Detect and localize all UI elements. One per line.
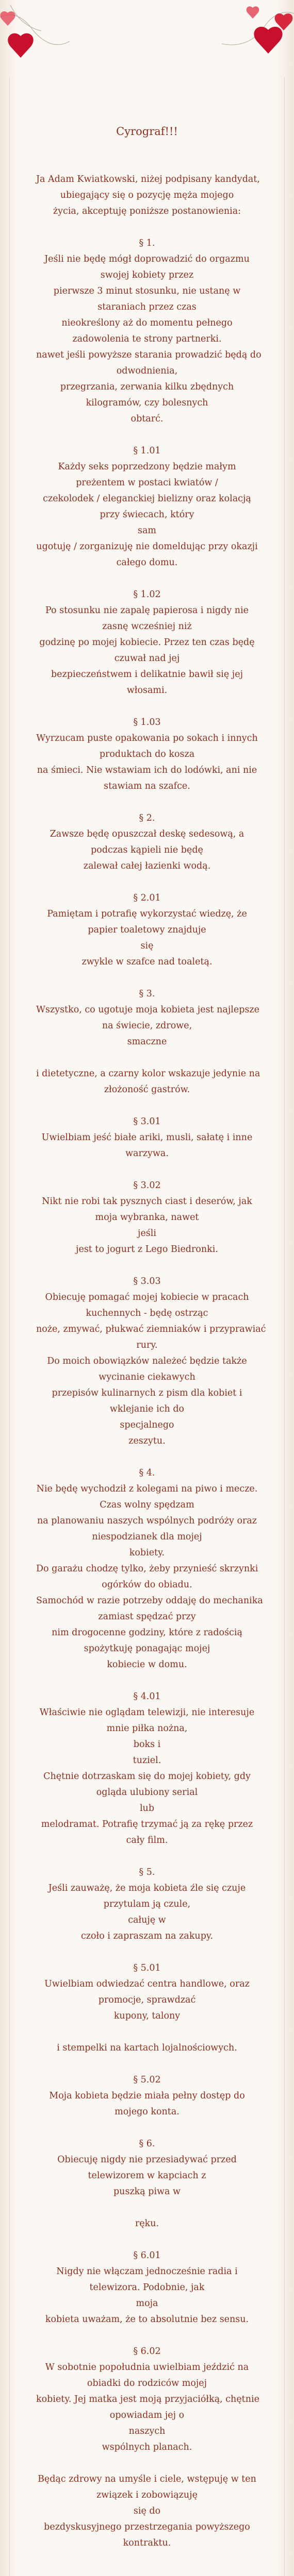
text-line: całego domu.	[116, 557, 178, 568]
paragraph-gap	[36, 794, 258, 810]
text-line: Pamiętam i potrafię wykorzystać wiedzę, że	[47, 909, 247, 919]
text-line: rury.	[136, 1340, 158, 1350]
text-line: związek i zobowiązuję	[96, 2490, 198, 2500]
text-line: Obiecuję nigdy nie przesiadywać przed	[57, 2155, 237, 2165]
paragraph-gap	[36, 1162, 258, 1178]
text-line: moja wybranka, nawet	[95, 1212, 199, 1223]
section-heading: § 1.03	[133, 717, 161, 727]
right-divider	[284, 77, 285, 2576]
text-line: telewizorem w kapciach z	[88, 2171, 206, 2181]
section-heading: § 3.	[139, 989, 155, 999]
text-line: zadowolenia te strony partnerki.	[72, 334, 222, 344]
text-line: obtarć.	[130, 414, 164, 424]
text-line: opowiadam jej o	[109, 2410, 185, 2420]
text-line: Uwielbiam jeść białe ariki, musli, sałatę i inne	[41, 1132, 253, 1143]
text-line: tuziel.	[133, 1755, 161, 1766]
text-line: Nikt nie robi tak pysznych ciast i deserów, jak	[42, 1196, 252, 1207]
text-line: Jeśli zauważę, że moja kobieta źle się czuje	[48, 1883, 246, 1893]
paragraph-gap	[36, 1098, 258, 1114]
paragraph-gap	[36, 427, 258, 443]
text-line: puszką piwa w	[113, 2187, 181, 2197]
text-line: przepisów kulinarnych z pism dla kobiet i	[52, 1388, 242, 1398]
text-line: na świecie, zdrowe,	[102, 1021, 192, 1031]
section-heading: § 6.	[139, 2139, 155, 2149]
text-line: warzywa.	[125, 1148, 169, 1159]
text-line: kobieta uważam, że to absolutnie bez sensu.	[45, 2314, 249, 2325]
text-line: wklejanie ich do	[109, 1404, 185, 1414]
text-line: ubiegający się o pozycję męża mojego	[60, 190, 234, 200]
text-line: kuchennych - będę ostrząc	[86, 1308, 208, 1318]
text-line: kontraktu.	[123, 2538, 171, 2548]
text-line: specjalnego	[120, 1420, 174, 1430]
text-line: zalewał całej łazienki wodą.	[83, 861, 211, 871]
text-line: staraniach przez czas	[97, 302, 197, 312]
section-heading: § 3.03	[133, 1276, 161, 1286]
section-heading: § 1.	[139, 238, 155, 248]
section-heading: § 6.01	[133, 2250, 161, 2261]
paragraph-gap	[36, 1849, 258, 1865]
paragraph-gap	[36, 2455, 258, 2471]
section-heading: § 2.	[139, 813, 155, 823]
text-line: zasnę wcześniej niż	[102, 621, 192, 632]
paragraph-gap	[36, 571, 258, 587]
contract-text	[36, 124, 266, 2551]
text-line: na planowaniu naszych wspólnych podróży oraz	[37, 1516, 257, 1526]
text-line: telewizora. Podobnie, jak	[89, 2282, 205, 2293]
section-heading: § 4.	[139, 1468, 155, 1478]
text-line: Wszystko, co ugotuje moja kobieta jest najlepsze	[36, 1005, 259, 1015]
text-line: Jeśli nie będę mógł doprowadzić do orgazmu	[44, 254, 250, 264]
text-line: wspólnych planach.	[102, 2442, 192, 2452]
text-line: obiadki do rodziców mojej	[87, 2378, 207, 2388]
section-heading: § 5.	[139, 1867, 155, 1877]
text-line: kobiety. Jej matka jest moją przyjaciółką, chętnie	[36, 2394, 259, 2404]
text-line: całuję w	[128, 1915, 166, 1925]
text-line: Do moich obowiązków należeć będzie także	[47, 1356, 247, 1366]
text-line: odwodnienia,	[116, 366, 178, 376]
text-line: jest to jogurt z Lego Biedronki.	[76, 1244, 218, 1255]
text-line: niespodzianek dla mojej	[92, 1532, 202, 1542]
text-line: promocje, sprawdzać	[98, 1995, 196, 2005]
text-line: kupony, talony	[113, 2011, 181, 2021]
text-line: spożytkuję ponagając mojej	[84, 1643, 210, 1654]
paragraph-gap	[36, 1944, 258, 1960]
text-line: czoło i zapraszam na zakupy.	[80, 1931, 214, 1941]
text-line: boks i	[133, 1739, 161, 1750]
section-heading: § 6.02	[133, 2346, 161, 2357]
text-line: Każdy seks poprzedzony będzie małym	[58, 462, 236, 472]
text-line: Będąc zdrowy na umyśle i ciele, wstępuję w ten	[38, 2474, 256, 2484]
paragraph-gap	[36, 2200, 258, 2216]
section-heading: § 5.02	[133, 2075, 161, 2085]
text-line: Wyrzucam puste opakowania po sokach i innych	[36, 733, 258, 743]
text-line: się	[140, 941, 154, 951]
text-line: na śmieci. Nie wstawiam ich do lodówki, ani nie	[37, 765, 257, 775]
text-line: noże, zmywać, płukwać ziemniaków i przyprawiać	[36, 1324, 266, 1334]
section-heading: § 4.01	[133, 1691, 161, 1702]
paragraph-gap	[36, 2232, 258, 2248]
paragraph-gap	[36, 2328, 258, 2344]
text-line: ugotuję / zorganizuję nie domeldując przy okazji	[36, 541, 258, 552]
text-line: godzinę po mojej kobiecie. Przez ten czas będę	[39, 637, 255, 648]
paragraph-gap	[36, 2024, 258, 2040]
document-title: Cyrograf!!!	[116, 125, 178, 138]
left-divider	[9, 77, 10, 2576]
paragraph-gap	[36, 970, 258, 986]
text-line: Nie będę wychodził z kolegami na piwo i mecze.	[36, 1484, 258, 1494]
title-spacer	[36, 140, 258, 172]
section-heading: § 2.01	[133, 893, 161, 903]
text-line: ogląda ulubiony serial	[96, 1787, 198, 1798]
text-line: przy świecach, który	[100, 510, 194, 520]
hearts-decoration-icon	[0, 0, 77, 77]
text-line: ogórków do obiadu.	[102, 1580, 192, 1590]
text-line: Czas wolny spędzam	[100, 1500, 194, 1510]
text-line: W sobotnie popołudnia uwielbiam jeździć na	[45, 2362, 249, 2372]
text-line: nieokreślony aż do momentu pełnego	[61, 318, 233, 328]
text-line: sam	[137, 526, 156, 536]
text-line: pierwsze 3 minut stosunku, nie ustanę w	[53, 286, 241, 296]
paragraph-gap	[36, 1673, 258, 1689]
text-line: moja	[136, 2298, 158, 2309]
hearts-decoration-icon	[217, 0, 294, 77]
section-heading: § 3.02	[133, 1180, 161, 1191]
text-line: jeśli	[138, 1228, 156, 1239]
section-heading: § 1.02	[133, 589, 161, 600]
text-line: preżentem w postaci kwiatów /	[76, 478, 218, 488]
text-line: zamiast spędzać przy	[98, 1612, 196, 1622]
text-line: się do	[133, 2506, 161, 2516]
section-heading: § 5.01	[133, 1963, 161, 1973]
text-line: czekolodek / eleganckiej bielizny oraz kolacją	[43, 494, 251, 504]
section-heading: § 3.01	[133, 1116, 161, 1127]
text-line: wycinanie ciekawych	[99, 1372, 195, 1382]
text-line: smaczne	[127, 1037, 167, 1047]
paragraph-gap	[36, 1449, 258, 1465]
text-line: włosami.	[126, 685, 168, 696]
text-line: ręku.	[135, 2218, 159, 2229]
text-line: Uwielbiam odwiedzać centra handlowe, oraz	[44, 1979, 250, 1989]
text-line: mnie piłka nożna,	[106, 1723, 188, 1734]
text-line: swojej kobiety przez	[100, 270, 194, 280]
text-line: życia, akceptuję poniższe postanowienia:	[53, 206, 241, 216]
paragraph-gap	[36, 219, 258, 235]
text-line: przegrzania, zerwania kilku zbędnych	[60, 382, 234, 392]
text-line: nawet jeśli powyższe starania prowadzić będą do	[36, 350, 262, 360]
section-heading: § 1.01	[133, 446, 161, 456]
paragraph-gap	[36, 1258, 258, 1274]
text-line: Chętnie dotrzaskam się do mojej kobiety, gdy	[43, 1771, 251, 1782]
text-line: mojego konta.	[115, 2107, 179, 2117]
text-line: papier toaletowy znajduje	[88, 925, 206, 935]
text-line: Do garażu chodzę tylko, żeby przynieść skrzynki	[36, 1564, 258, 1574]
text-line: zwykle w szafce nad toaletą.	[81, 957, 213, 967]
text-line: kilogramów, czy bolesnych	[86, 398, 208, 408]
text-line: Ja Adam Kwiatkowski, niżej podpisany kandydat,	[36, 174, 260, 184]
text-line: cały film.	[126, 1835, 168, 1845]
text-line: Moja kobieta będzie miała pełny dostęp do	[49, 2091, 245, 2101]
text-line: podczas kąpieli nie będę	[91, 845, 203, 855]
text-line: Właściwie nie oglądam telewizji, nie interesuje	[39, 1707, 255, 1718]
text-line: i stempelki na kartach lojalnościowych.	[57, 2043, 237, 2053]
text-line: stawiam na szafce.	[104, 781, 190, 791]
text-line: złożoność gastrów.	[104, 1084, 190, 1095]
paragraph-gap	[36, 699, 258, 715]
text-line: przytulam ją czule,	[103, 1899, 191, 1909]
paragraph-gap	[36, 2120, 258, 2136]
text-line: Samochód w razie potrzeby oddaję do mechanika	[36, 1596, 263, 1606]
text-line: i dietetyczne, a czarny kolor wskazuje jedynie na	[36, 1069, 260, 1079]
paragraph-gap	[36, 874, 258, 890]
paragraph-gap	[36, 1050, 258, 1066]
text-line: Nigdy nie włączam jednocześnie radia i	[56, 2266, 238, 2277]
text-line: kobiecie w domu.	[107, 1659, 187, 1670]
text-line: czuwał nad jej	[114, 653, 180, 664]
text-line: bezdyskusyjnego przestrzegania powyższego	[44, 2522, 250, 2532]
text-line: melodramat. Potrafię trzymać ją za rękę przez	[41, 1819, 253, 1829]
text-line: lub	[139, 1803, 155, 1814]
paragraph-gap	[36, 2056, 258, 2072]
text-line: Zawsze będę opuszczał deskę sedesową, a	[50, 829, 244, 839]
text-line: Po stosunku nie zapalę papierosa i nigdy nie	[45, 605, 249, 616]
text-line: produktach do kosza	[99, 749, 195, 759]
text-line: zeszytu.	[128, 1436, 166, 1446]
text-line: Obiecuję pomagać mojej kobiecie w pracach	[45, 1292, 249, 1302]
text-line: bezpieczeństwem i delikatnie bawił się jej	[51, 669, 243, 680]
text-line: nim drogocenne godziny, które z radością	[52, 1628, 242, 1638]
text-line: kobiety.	[129, 1548, 165, 1558]
text-line: naszych	[128, 2426, 166, 2436]
